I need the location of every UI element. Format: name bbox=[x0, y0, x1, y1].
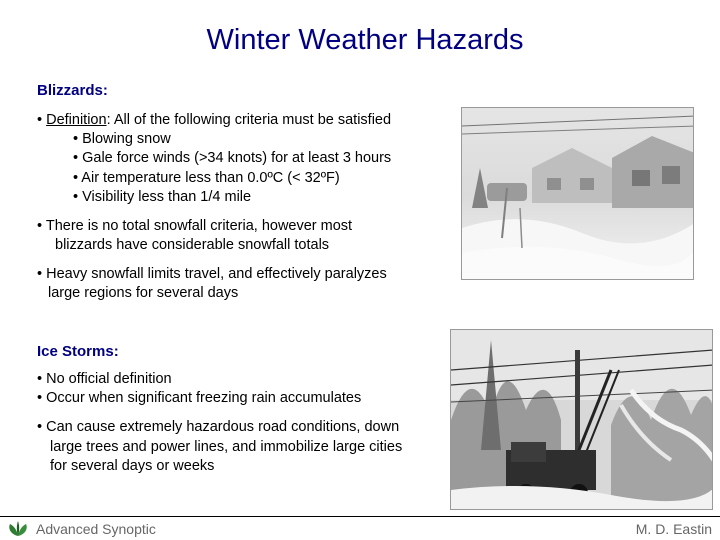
criteria-item: • Visibility less than 1/4 mile bbox=[73, 189, 252, 205]
impact-bullet-line2: large trees and power lines, and immobilize large cities bbox=[50, 439, 403, 455]
slide-footer bbox=[0, 516, 720, 540]
travel-bullet-line1: • Heavy snowfall limits travel, and effectively paralyzes bbox=[37, 266, 387, 282]
definition-line bbox=[37, 111, 391, 130]
blizzards-heading: Blizzards: bbox=[37, 82, 108, 99]
definition-text: : All of the following criteria must be satisfied bbox=[106, 112, 392, 128]
criteria-item: • Gale force winds (>34 knots) for at least 3 hours bbox=[73, 150, 392, 166]
blizzard-photo bbox=[461, 107, 694, 280]
leaf-logo-icon bbox=[6, 520, 30, 540]
travel-bullet-line2: large regions for several days bbox=[48, 285, 239, 301]
impact-bullet-line1: • Can cause extremely hazardous road conditions, down bbox=[37, 419, 400, 435]
snowfall-bullet-line1: • There is no total snowfall criteria, however most bbox=[37, 218, 353, 234]
definition-bullet: • bbox=[37, 112, 47, 128]
criteria-item: • Air temperature less than 0.0ºC (< 32ºF) bbox=[73, 170, 340, 186]
footer-author: M. D. Eastin bbox=[635, 521, 712, 537]
ice-storms-heading: Ice Storms: bbox=[37, 343, 119, 360]
footer-course-name: Advanced Synoptic bbox=[36, 521, 156, 537]
ice-bullet: • No official definition bbox=[37, 371, 172, 387]
slide-title: Winter Weather Hazards bbox=[206, 24, 524, 56]
criteria-item: • Blowing snow bbox=[73, 131, 171, 147]
impact-bullet-line3: for several days or weeks bbox=[50, 458, 215, 474]
ice-bullet: • Occur when significant freezing rain accumulates bbox=[37, 390, 362, 406]
ice-storm-photo bbox=[450, 329, 713, 510]
snowfall-bullet-line2: blizzards have considerable snowfall totals bbox=[55, 237, 330, 253]
definition-label: Definition bbox=[46, 112, 107, 128]
